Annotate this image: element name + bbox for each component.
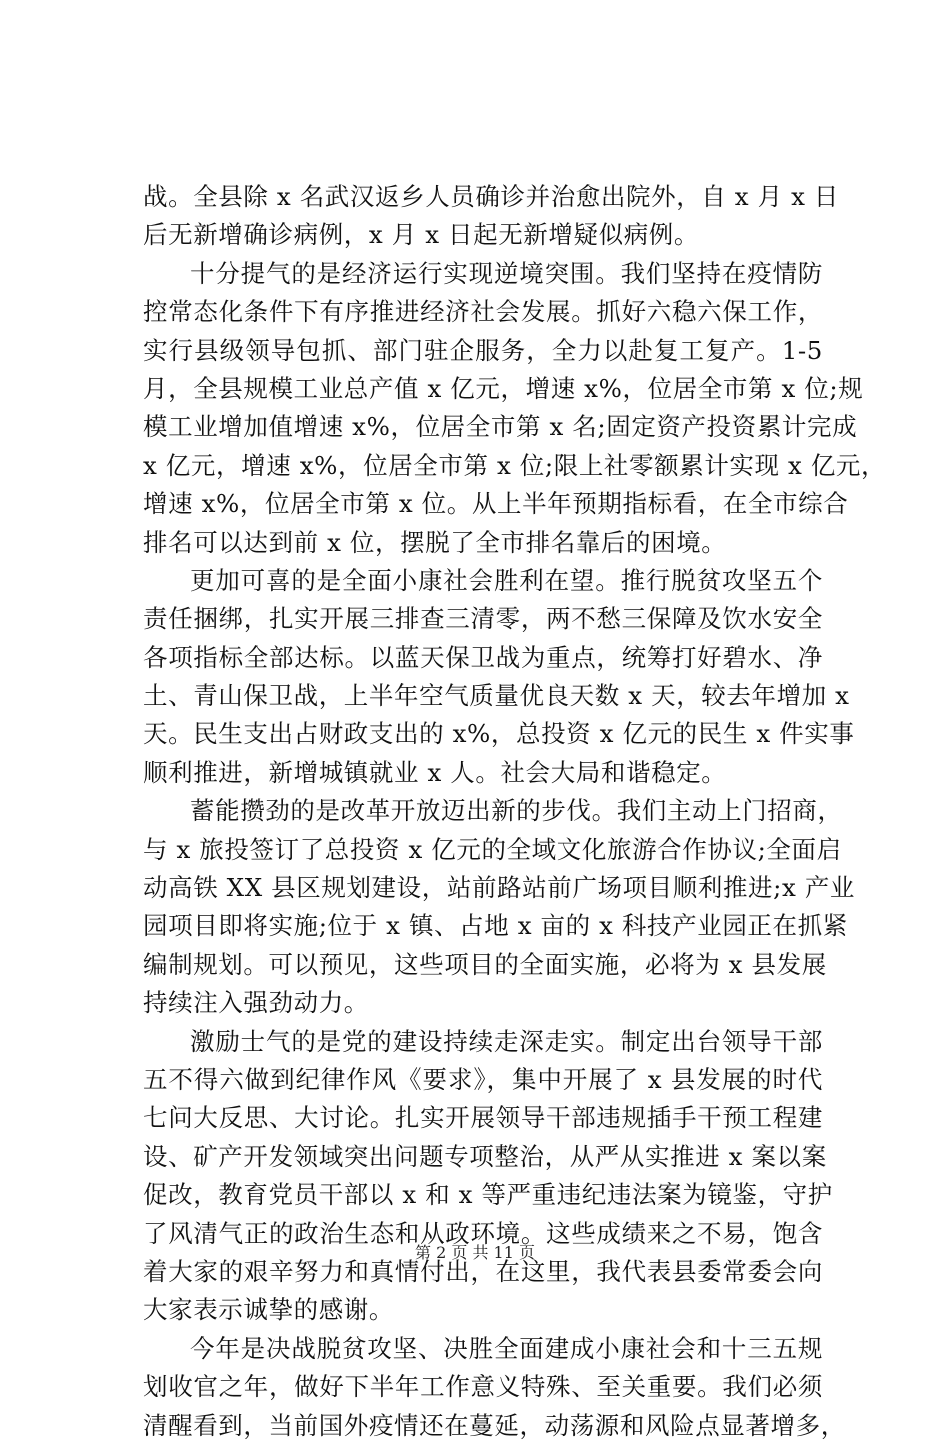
text-line: 顺利推进，新增城镇就业 x 人。社会大局和谐稳定。 (143, 757, 727, 787)
text-line: x 亿元，增速 x%，位居全市第 x 位;限上社零额累计实现 x 亿元， (143, 450, 887, 480)
paragraph-first-line: 激励士气的是党的建设持续走深走实。制定出台领导干部 (190, 1026, 823, 1056)
page-number-label: 第 2 页 共 11 页 (415, 1243, 535, 1262)
text-line: 清醒看到，当前国外疫情还在蔓延，动荡源和风险点显著增多， (143, 1410, 846, 1440)
text-line: 五不得六做到纪律作风《要求》，集中开展了 x 县发展的时代 (143, 1064, 823, 1094)
text-line: 划收官之年，做好下半年工作意义特殊、至关重要。我们必须 (143, 1372, 823, 1402)
text-line: 模工业增加值增速 x%，位居全市第 x 名;固定资产投资累计完成 (143, 412, 858, 442)
text-line: 战。全县除 x 名武汉返乡人员确诊并治愈出院外，自 x 月 x 日 (143, 182, 839, 211)
text-line: 持续注入强劲动力。 (143, 988, 369, 1018)
text-line: 后无新增确诊病例，x 月 x 日起无新增疑似病例。 (143, 220, 699, 250)
paragraph-first-line: 更加可喜的是全面小康社会胜利在望。推行脱贫攻坚五个 (190, 565, 823, 595)
text-line: 与 x 旅投签订了总投资 x 亿元的全域文化旅游合作协议;全面启 (143, 834, 842, 864)
text-line: 排名可以达到前 x 位，摆脱了全市排名靠后的困境。 (143, 527, 727, 557)
text-line: 实行县级领导包抓、部门驻企服务，全力以赴复工复产。1-5 (143, 335, 823, 365)
paragraph-first-line: 今年是决战脱贫攻坚、决胜全面建成小康社会和十三五规 (190, 1333, 823, 1363)
text-line: 七问大反思、大讨论。扎实开展领导干部违规插手干预工程建 (143, 1103, 823, 1133)
page-footer (0, 1243, 950, 1263)
text-line: 责任捆绑，扎实开展三排查三清零，两不愁三保障及饮水安全 (143, 604, 823, 634)
text-line: 控常态化条件下有序推进经济社会发展。抓好六稳六保工作， (143, 297, 823, 327)
text-line: 天。民生支出占财政支出的 x%，总投资 x 亿元的民生 x 件实事 (143, 719, 855, 749)
text-line: 增速 x%，位居全市第 x 位。从上半年预期指标看，在全市综合 (143, 489, 849, 519)
text-line: 大家表示诚挚的感谢。 (143, 1295, 394, 1325)
paragraph-first-line: 蓄能攒劲的是改革开放迈出新的步伐。我们主动上门招商， (190, 796, 843, 826)
text-line: 促改，教育党员干部以 x 和 x 等严重违纪违法案为镜鉴，守护 (143, 1180, 833, 1210)
text-line: 设、矿产开发领域突出问题专项整治，从严从实推进 x 案以案 (143, 1141, 827, 1171)
paragraph-first-line: 十分提气的是经济运行实现逆境突围。我们坚持在疫情防 (190, 258, 823, 288)
text-line: 了风清气正的政治生态和从政环境。这些成绩来之不易，饱含 (143, 1218, 823, 1248)
text-line: 编制规划。可以预见，这些项目的全面实施，必将为 x 县发展 (143, 949, 827, 979)
text-line: 月，全县规模工业总产值 x 亿元，增速 x%，位居全市第 x 位;规 (143, 373, 864, 403)
text-line: 土、青山保卫战，上半年空气质量优良天数 x 天，较去年增加 x (143, 681, 850, 711)
text-line: 园项目即将实施;位于 x 镇、占地 x 亩的 x 科技产业园正在抓紧 (143, 911, 848, 941)
text-line: 动高铁 XX 县区规划建设，站前路站前广场项目顺利推进;x 产业 (143, 873, 856, 903)
text-line: 各项指标全部达标。以蓝天保卫战为重点，统筹打好碧水、净 (143, 642, 823, 672)
text-line: 着大家的艰辛努力和真情付出，在这里，我代表县委常委会向 (143, 1256, 823, 1286)
